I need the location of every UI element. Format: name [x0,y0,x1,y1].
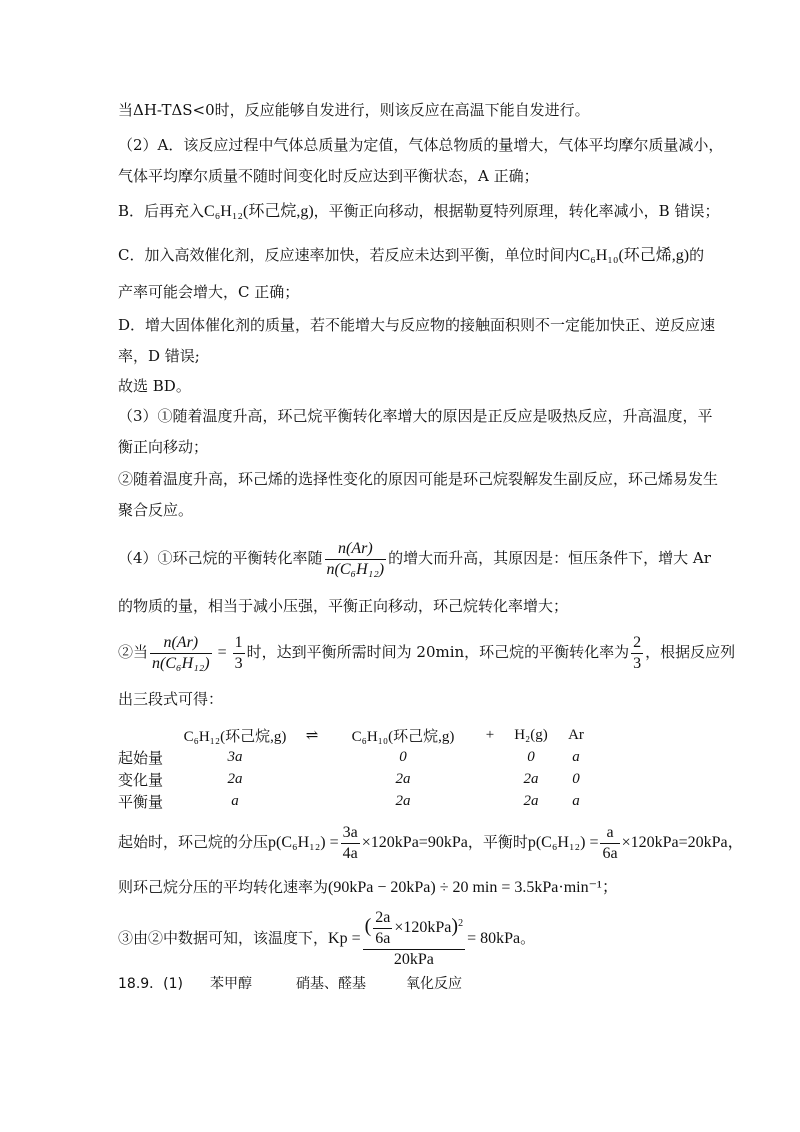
equation-kp: Kp = ( $\frac{2a}{6a}$ ×120kPa)$^2$ 20kPa = 80kPa [328,909,521,969]
text-line-14a: （4）①环己烷的平衡转化率随 [118,549,323,567]
text-line-15: 的物质的量，相当于减小压强，平衡正向移动，环己烷转化率增大； [118,597,569,615]
text-line-6: 产率可能会增大，C 正确； [118,283,300,301]
text-line-5a: C．加入高效催化剂，反应速率加快，若反应未达到平衡，单位时间内 [118,246,580,264]
ice-table [118,724,598,812]
equation-p-equilibrium: p(C₆H₁₂) = $\frac{a}{6a}$ ×120kPa=20kPa， [527,823,744,862]
text-line-8: 率，D 错误; [118,347,200,365]
ice-cell: a [572,748,580,765]
text-line-13: 聚合反应。 [118,501,194,519]
equation-p-initial: p(C₆H₁₂) = $\frac{3a}{4a}$ ×120kPa=90kPa [268,823,468,862]
text-line-10: （3）①随着温度升高，环己烷平衡转化率增大的原因是正反应是吸热反应，升高温度，平 [118,407,713,425]
text-line-4b: ，平衡正向移动，根据勒夏特列原理，转化率减小，B 错误； [313,202,720,220]
text-line-19a: 则环己烷分压的平均转化速率为 [118,878,329,896]
fraction-numerator: n(Ar) [325,539,387,560]
ice-cell: 0 [572,770,580,787]
answer-1: 苯甲醇 [210,976,252,992]
text-line-20 [118,908,535,970]
text-line-18a: 起始时，环己烷的分压 [118,833,269,851]
ice-row-equilibrium [118,790,598,812]
ice-cell: a [572,792,580,809]
formula-c6h12: C₆H₁₂(环己烷,g) [204,203,314,220]
ice-cell: 2a [523,792,539,809]
text-line-18b: ，平衡时 [467,833,528,851]
ice-row-label: 变化量 [118,772,164,789]
text-line-2: （2）A．该反应过程中气体总质量为定值，气体总物质的量增大，气体平均摩尔质量减小， [118,136,724,154]
ice-cell: 0 [399,748,407,765]
fraction-two-thirds [631,633,643,674]
ice-header-reactant: C₆H₁₂(环己烷,g) [183,728,287,745]
equation-rate: (90kPa − 20kPa) ÷ 20 min = 3.5kPa·min⁻¹； [328,879,618,896]
fraction-denominator: n(C₆H₁₂) [152,654,210,672]
formula-c6h10: C₆H₁₀(环己烯,g) [579,247,690,264]
fraction-one-third [233,633,245,674]
ice-header-plus: + [485,726,495,743]
ice-cell: 0 [527,748,535,765]
answer-2: 硝基、醛基 [296,976,366,992]
ice-row-initial [118,746,598,768]
fraction-nar-nc6h12-2 [150,633,212,674]
text-line-4 [118,200,719,223]
fraction-denominator: 3 [234,654,243,672]
text-line-3: 气体平均摩尔质量不随时间变化时反应达到平衡状态，A 正确； [118,167,539,185]
text-line-16a: ②当 [118,643,149,661]
text-line-20b: 。 [520,929,536,947]
fraction-denominator: n(C₆H₁₂) [326,560,385,578]
answer-3: 氧化反应 [406,976,462,992]
question-18-answer [118,973,462,995]
text-line-4a: B．后再充入 [118,202,205,220]
ice-cell: a [231,792,239,809]
text-line-18 [118,820,744,865]
text-line-5b: 的 [689,246,705,264]
text-line-9: 故选 BD。 [118,377,191,395]
fraction-denominator: 3 [633,654,642,672]
text-line-14 [118,536,711,580]
ice-row-label: 平衡量 [118,794,164,811]
ice-cell: 2a [395,770,411,787]
question-number: 18.9．(1) [118,976,184,992]
text-line-19 [118,876,618,899]
text-line-14b: 的增大而升高，其原因是：恒压条件下，增大 Ar [388,549,711,567]
ice-cell: 2a [523,770,539,787]
text-line-11: 衡正向移动； [118,438,209,456]
ice-cell: 3a [227,748,243,765]
equilibrium-arrow-icon: ⇌ [305,727,319,744]
text-line-1: 当ΔH-TΔS<0时，反应能够自发进行，则该反应在高温下能自发进行。 [118,101,590,119]
ice-row-change [118,768,598,790]
fraction-numerator: 2 [631,633,643,654]
fraction-numerator: 1 [233,633,245,654]
fraction-numerator: n(Ar) [150,633,212,654]
text-line-20a: ③由②中数据可知，该温度下， [118,929,329,947]
text-line-7: D．增大固体催化剂的质量，若不能增大与反应物的接触面积则不一定能加快正、逆反应速 [118,316,716,334]
text-line-12: ②随着温度升高，环己烯的选择性变化的原因可能是环己烷裂解发生副反应，环己烯易发生 [118,470,719,488]
text-line-16c: ，根据反应列 [645,643,736,661]
ice-header-inert: Ar [568,726,584,743]
ice-row-label: 起始量 [118,750,164,767]
text-line-16: ②当 $\frac{n(Ar)}{\text{n(C₆H₁₂)}}$ = $\frac{1}{3}$ 时，达到平衡所需时间为 20min，环己烷的平衡转化率为 $\frac{2}{3}$ ，根据反应列 [118,633,736,672]
ice-cell: 2a [395,792,411,809]
ice-cell: 2a [227,770,243,787]
text-line-5 [118,244,704,267]
fraction-nar-nc6h12 [325,539,387,580]
ice-header-row [118,724,598,746]
ice-header-product-1: C₆H₁₀(环己烷,g) [351,728,455,745]
text-line-17: 出三段式可得： [118,690,224,708]
text-line-16b: 时，达到平衡所需时间为 20min，环己烷的平衡转化率为 [246,643,630,661]
ice-header-product-2: H₂(g) [514,726,548,743]
